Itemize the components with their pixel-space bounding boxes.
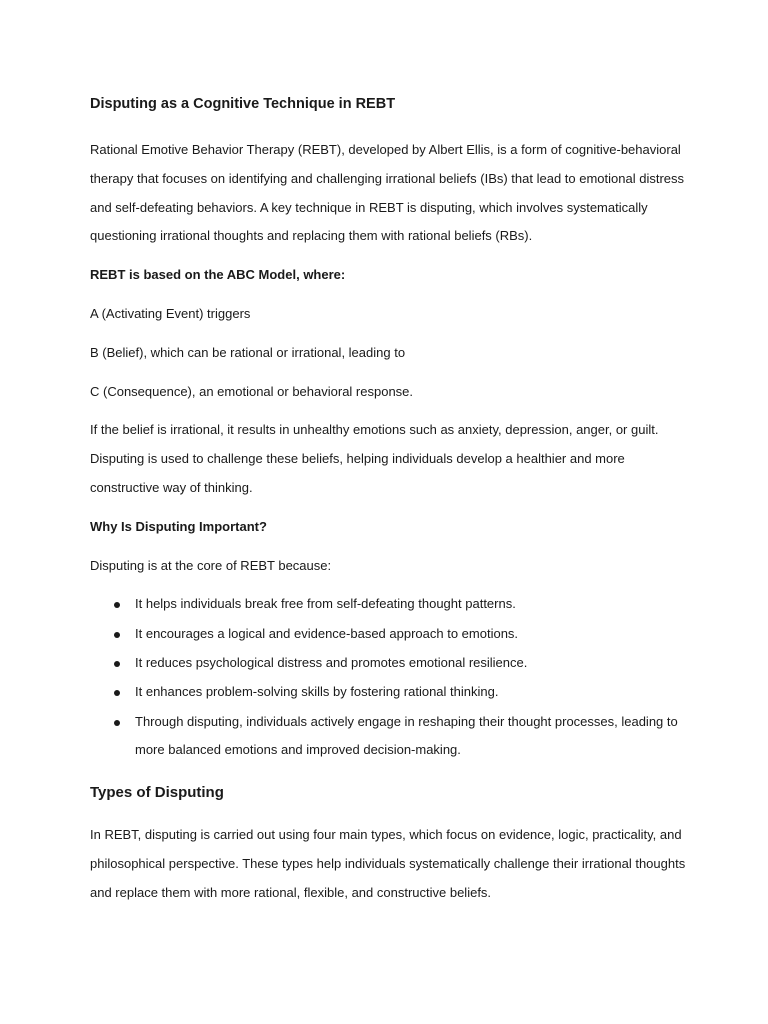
list-item-text: Through disputing, individuals actively engage in reshaping their thought processes, leading to more balanced emotions and improved decision-making. <box>135 713 678 758</box>
types-paragraph: In REBT, disputing is carried out using four main types, which focus on evidence, logic, practicality, and philosophical perspective. These types help individuals systematically challenge their irrational thoughts and replace them with more rational, flexible, and constructive beliefs. <box>90 827 686 900</box>
list-item-text: It reduces psychological distress and promotes emotional resilience. <box>135 654 528 670</box>
bullet-icon <box>114 632 120 638</box>
list-item <box>90 708 690 766</box>
list-item-text: It enhances problem-solving skills by fostering rational thinking. <box>135 684 499 700</box>
irrational-paragraph: If the belief is irrational, it results in unhealthy emotions such as anxiety, depression, anger, or guilt. Disputing is used to challenge these beliefs, helping individuals develop a healthier and more constructive way of thinking. <box>90 422 659 495</box>
bullet-icon <box>114 602 120 608</box>
abc-item-c: C (Consequence), an emotional or behavioral response. <box>90 383 414 399</box>
importance-list <box>90 590 690 765</box>
bullet-icon <box>114 690 120 696</box>
types-heading: Types of Disputing <box>90 784 224 802</box>
list-item-text: It encourages a logical and evidence-based approach to emotions. <box>135 625 519 641</box>
intro-paragraph: Rational Emotive Behavior Therapy (REBT), developed by Albert Ellis, is a form of cognitive-behavioral therapy that focuses on identifying and challenging irrational beliefs (IBs) that lead to emotional distress and self-defeating behaviors. A key technique in REBT is disputing, which involves systematically questioning irrational thoughts and replacing them with rational beliefs (RBs). <box>90 142 685 244</box>
list-item <box>90 590 690 619</box>
list-item <box>90 649 690 678</box>
list-item <box>90 678 690 707</box>
why-heading: Why Is Disputing Important? <box>90 518 267 534</box>
document-title: Disputing as a Cognitive Technique in REBT <box>90 96 396 112</box>
list-item-text: It helps individuals break free from self-defeating thought patterns. <box>135 596 516 612</box>
bullet-icon <box>114 720 120 726</box>
document-page <box>90 92 690 918</box>
abc-item-a: A (Activating Event) triggers <box>90 305 251 321</box>
abc-heading: REBT is based on the ABC Model, where: <box>90 267 346 283</box>
core-intro: Disputing is at the core of REBT because: <box>90 557 332 573</box>
bullet-icon <box>114 661 120 667</box>
list-item <box>90 620 690 649</box>
abc-item-b: B (Belief), which can be rational or irrational, leading to <box>90 344 406 360</box>
